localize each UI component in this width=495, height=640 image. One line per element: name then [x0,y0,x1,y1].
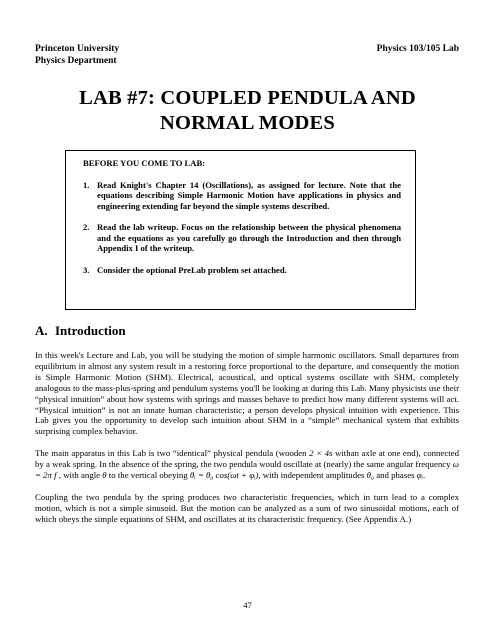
section-heading [35,323,126,339]
prelab-item-number: 2. [83,222,90,232]
paragraph-intro: In this week's Lecture and Lab, you will be studying the motion of simple harmonic oscillators. Small departures from equilibrium in almost any system result in a restoring force proportional to the departure, and consequently the motion is Simple Harmonic Motion (SHM). Electrical, acoustical, and optical systems oscillate with SHM, completely analogous to the mass-plus-spring and pendulum systems you'll be looking at during this Lab. Many physicists use their “physical intuition” about how systems with springs and masses behave to predict how many different systems will act. “Physical intuition” is not an innate human characteristic; a person develops physical intuition with experience. This Lab gives you the opportunity to develop such intuition about SHM in a “simple” mechanical system that exhibits surprising complex behavior. [35,350,459,437]
prelab-item-number: 1. [83,179,90,190]
title-line-2: NORMAL MODES [160,112,335,134]
title-line-1: LAB #7: COUPLED PENDULA AND [79,87,416,109]
equation-dimensions: 2 × 4 [309,448,330,459]
prelab-item-text: Read Knight's Chapter 14 (Oscillations), as assigned for lecture. Note that the equations describing Simple Harmonic Motion have applications in physics and engineering extending far beyond the simple systems described. [97,179,401,211]
text-run: s withan axle at one end), connected by a weak spring. In the absence of the spring, the two pendula would oscillate at (nearly) the same angular frequency [35,448,459,470]
body-text [35,350,459,536]
equation-omega: ω = 2π f [35,459,459,481]
prelab-item-text: Consider the optional PreLab problem set attached. [97,264,287,275]
prelab-list [83,180,401,276]
equation-shm: θᵢ = θ₀ cos(ωt + φᵢ) [189,470,259,481]
text-run: The main apparatus in this Lab is two “identical” physical pendula (wooden [35,448,310,459]
prelab-item [83,222,401,254]
page-header [35,43,459,67]
paragraph-apparatus [35,448,459,481]
text-run: . [423,470,426,481]
prelab-item [83,180,401,212]
prelab-item [83,265,401,276]
prelab-heading: BEFORE YOU COME TO LAB: [83,158,206,168]
page-title [0,86,495,136]
institution-line-2: Physics Department [35,56,117,66]
institution-line-1: Princeton University [35,44,120,54]
text-run: and phases [374,470,417,481]
prelab-box [65,150,416,310]
section-letter: A. [35,323,48,338]
section-title: Introduction [55,323,126,338]
prelab-item-text: Read the lab writeup. Focus on the relationship between the physical phenomena and the equations as you carefully go through the Introduction and then through Appendix I of the writeup. [97,222,401,253]
symbol-amplitude: θ₀ [366,470,375,481]
paragraph-coupling: Coupling the two pendula by the spring produces two characteristic frequencies, which in turn lead to a complex motion, which is not a simple sinusoid. But the motion can be analyzed as a sum of two sinusoidal motions, each of which obeys the simple equations of SHM, and oscillates at its characteristic frequency. (See Appendix A.) [35,491,459,524]
text-run: , with angle [56,470,103,481]
page-number: 47 [243,600,252,610]
text-run: , with independent amplitudes [258,470,367,481]
symbol-phase: φᵢ [416,470,424,481]
prelab-item-number: 3. [83,264,90,275]
symbol-theta: θ [102,470,107,481]
text-run: to the vertical obeying [106,470,190,481]
course-label: Physics 103/105 Lab [376,44,459,54]
